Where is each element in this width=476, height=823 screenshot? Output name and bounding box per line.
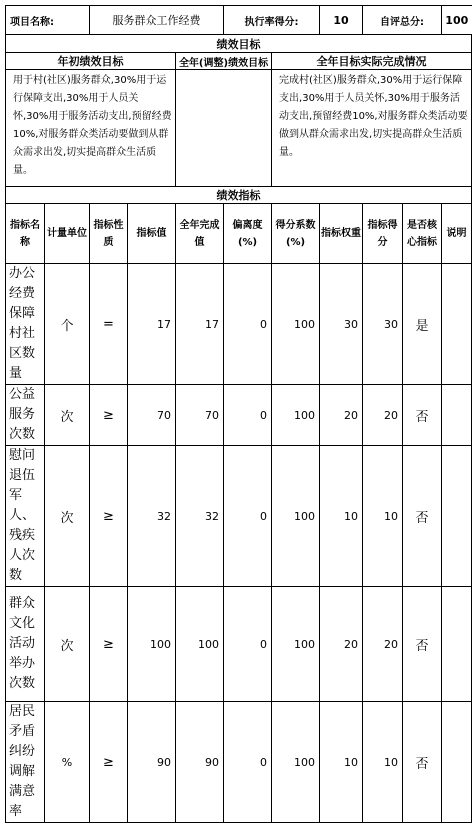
- col-header-target: 指标值: [128, 204, 176, 264]
- indicator-deviation: 0: [224, 446, 272, 587]
- indicator-unit: 个: [45, 264, 90, 385]
- col-header-coefficient: 得分系数(%): [272, 204, 320, 264]
- col-header-weight: 指标权重: [320, 204, 363, 264]
- header-row: [6, 6, 472, 35]
- indicator-score: 20: [363, 587, 403, 702]
- indicator-note: [442, 446, 472, 587]
- indicator-deviation: 0: [224, 587, 272, 702]
- col-header-actual: 全年完成值: [176, 204, 224, 264]
- indicator-deviation: 0: [224, 702, 272, 823]
- indicator-actual: 17: [176, 264, 224, 385]
- indicator-actual: 70: [176, 385, 224, 446]
- indicator-unit: 次: [45, 385, 90, 446]
- indicator-coefficient: 100: [272, 264, 320, 385]
- indicator-unit: 次: [45, 587, 90, 702]
- indicator-actual: 32: [176, 446, 224, 587]
- table-row: [6, 702, 472, 823]
- indicator-coefficient: 100: [272, 587, 320, 702]
- indicator-deviation: 0: [224, 385, 272, 446]
- project-name: 服务群众工作经费: [90, 6, 224, 35]
- goals-col-initial: 年初绩效目标: [6, 53, 176, 70]
- indicator-nature: ≥: [90, 446, 128, 587]
- col-header-score: 指标得分: [363, 204, 403, 264]
- indicator-weight: 30: [320, 264, 363, 385]
- indicator-nature: =: [90, 264, 128, 385]
- indicator-target: 17: [128, 264, 176, 385]
- indicators-section-title: 绩效指标: [6, 187, 472, 204]
- goals-col-adjusted: 全年(调整)绩效目标: [176, 53, 272, 70]
- indicator-name: 群众文化活动举办次数: [6, 587, 45, 702]
- project-label: 项目名称:: [6, 6, 90, 35]
- indicator-name: 公益服务次数: [6, 385, 45, 446]
- indicator-score: 10: [363, 702, 403, 823]
- indicator-score: 10: [363, 446, 403, 587]
- goals-actual-text: 完成村(社区)服务群众,30%用于运行保障支出,30%用于人员关怀,30%用于服务活动支出,预留经费10%,对服务群众类活动要做到从群众需求出发,切实提高群众生活质量。: [272, 70, 472, 187]
- indicator-nature: ≥: [90, 587, 128, 702]
- indicator-actual: 90: [176, 702, 224, 823]
- col-header-deviation: 偏离度(%): [224, 204, 272, 264]
- evaluation-table: [5, 5, 472, 823]
- goals-initial-text: 用于村(社区)服务群众,30%用于运行保障支出,30%用于人员关怀,30%用于服务活动支出,预留经费10%,对服务群众类活动要做到从群众需求出发,切实提高群众生活质量。: [6, 70, 176, 187]
- indicator-coefficient: 100: [272, 385, 320, 446]
- indicator-target: 70: [128, 385, 176, 446]
- indicator-core: 否: [403, 702, 442, 823]
- indicator-unit: 次: [45, 446, 90, 587]
- indicator-note: [442, 385, 472, 446]
- goals-col-actual: 全年目标实际完成情况: [272, 53, 472, 70]
- goals-adjusted-text: [176, 70, 272, 187]
- indicator-nature: ≥: [90, 702, 128, 823]
- indicator-deviation: 0: [224, 264, 272, 385]
- indicator-name: 慰问退伍军人、残疾人次数: [6, 446, 45, 587]
- indicator-core: 是: [403, 264, 442, 385]
- col-header-note: 说明: [442, 204, 472, 264]
- indicator-target: 32: [128, 446, 176, 587]
- indicator-note: [442, 264, 472, 385]
- indicator-note: [442, 587, 472, 702]
- indicator-weight: 10: [320, 702, 363, 823]
- exec-rate-score: 10: [320, 6, 363, 35]
- indicator-weight: 20: [320, 385, 363, 446]
- indicator-score: 30: [363, 264, 403, 385]
- table-row: [6, 587, 472, 702]
- indicator-core: 否: [403, 587, 442, 702]
- indicator-nature: ≥: [90, 385, 128, 446]
- indicator-name: 居民矛盾纠纷调解满意率: [6, 702, 45, 823]
- indicator-target: 90: [128, 702, 176, 823]
- indicator-score: 20: [363, 385, 403, 446]
- table-row: [6, 385, 472, 446]
- col-header-name: 指标名称: [6, 204, 45, 264]
- indicator-weight: 20: [320, 587, 363, 702]
- col-header-core: 是否核心指标: [403, 204, 442, 264]
- indicator-header-row: [6, 204, 472, 264]
- indicator-weight: 10: [320, 446, 363, 587]
- col-header-nature: 指标性质: [90, 204, 128, 264]
- indicator-coefficient: 100: [272, 702, 320, 823]
- exec-rate-label: 执行率得分:: [224, 6, 320, 35]
- indicator-target: 100: [128, 587, 176, 702]
- indicator-unit: %: [45, 702, 90, 823]
- self-eval-label: 自评总分:: [363, 6, 442, 35]
- col-header-unit: 计量单位: [45, 204, 90, 264]
- indicator-name: 办公经费保障村社区数量: [6, 264, 45, 385]
- indicator-core: 否: [403, 385, 442, 446]
- indicator-note: [442, 702, 472, 823]
- table-row: [6, 446, 472, 587]
- table-row: [6, 264, 472, 385]
- self-eval-score: 100: [442, 6, 472, 35]
- indicator-core: 否: [403, 446, 442, 587]
- indicator-coefficient: 100: [272, 446, 320, 587]
- goals-section-title: 绩效目标: [6, 35, 472, 53]
- indicator-actual: 100: [176, 587, 224, 702]
